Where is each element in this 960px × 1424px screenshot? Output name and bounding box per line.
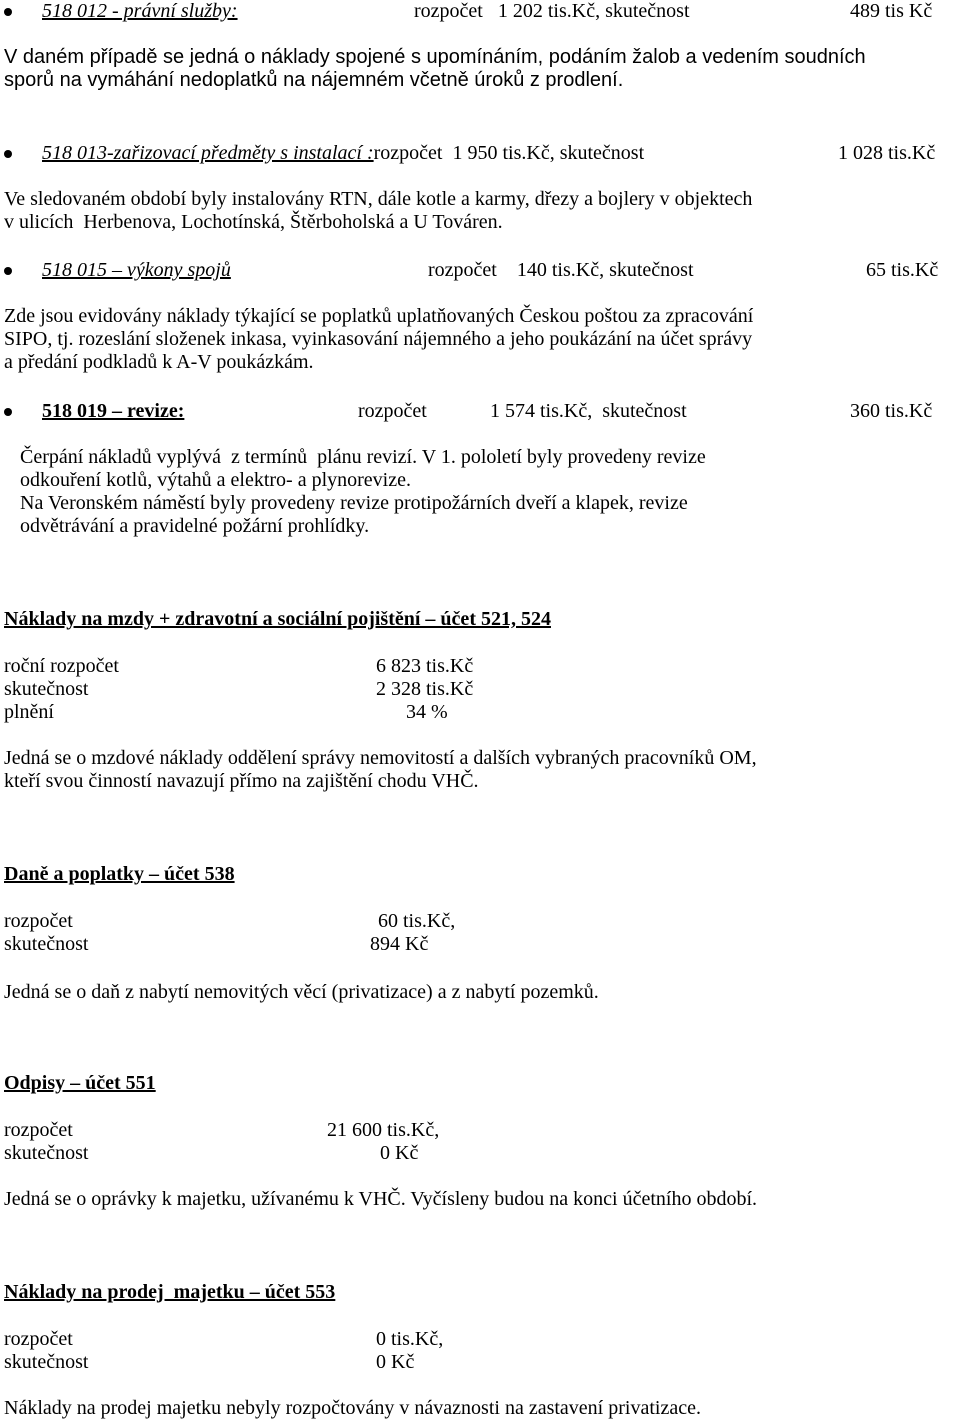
- item-description: [20, 446, 956, 538]
- row-value: 2 328 tis.Kč: [376, 678, 474, 700]
- text-line: Čerpání nákladů vyplývá z termínů plánu revizí. V 1. pololetí byly provedeny revize: [20, 446, 706, 468]
- item-actual: 360 tis.Kč: [850, 400, 933, 422]
- section-title: Daně a poplatky – účet 538: [4, 863, 235, 885]
- bullet-icon: [4, 8, 12, 16]
- item-actual: 489 tis Kč: [850, 0, 933, 22]
- item-budget: rozpočet 1 202 tis.Kč, skutečnost: [414, 0, 690, 22]
- row-label: skutečnost: [4, 678, 89, 700]
- row-value: 60 tis.Kč,: [378, 910, 456, 932]
- item-actual: 65 tis.Kč: [866, 259, 939, 281]
- item-heading-line: [42, 142, 644, 165]
- text-line: v ulicích Herbenova, Lochotínská, Štěrboholská a U Továren.: [4, 211, 503, 233]
- item-heading: 518 015 – výkony spojů: [42, 259, 231, 281]
- row-label: skutečnost: [4, 1351, 89, 1373]
- row-label: rozpočet: [4, 910, 73, 932]
- row-label: rozpočet: [4, 1119, 73, 1141]
- section-title: Náklady na prodej majetku – účet 553: [4, 1281, 336, 1303]
- row-value: 0 tis.Kč,: [376, 1328, 444, 1350]
- text-line: odvětrávání a pravidelné požární prohlídky.: [20, 515, 370, 537]
- item-description: [4, 46, 956, 92]
- bullet-icon: [4, 267, 12, 275]
- row-label: rozpočet: [4, 1328, 73, 1350]
- text-line: a předání podkladů k A-V poukázkám.: [4, 351, 314, 373]
- text-line: odkouření kotlů, výtahů a elektro- a plynorevize.: [20, 469, 411, 491]
- text-line: Ve sledovaném období byly instalovány RTN, dále kotle a karmy, dřezy a bojlery v objektech: [4, 188, 753, 210]
- text-line: Jedná se o oprávky k majetku, užívanému k VHČ. Vyčísleny budou na konci účetního období.: [4, 1188, 758, 1210]
- row-value: 0 Kč: [376, 1351, 415, 1373]
- text-line: Na Veronském náměstí byly provedeny revize protipožárních dveří a klapek, revize: [20, 492, 688, 514]
- bullet-icon: [4, 408, 12, 416]
- section-title: Náklady na mzdy + zdravotní a sociální pojištění – účet 521, 524: [4, 608, 551, 630]
- item-budget: rozpočet 1 950 tis.Kč, skutečnost: [373, 142, 645, 164]
- section-title: Odpisy – účet 551: [4, 1072, 156, 1094]
- text-line: Náklady na prodej majetku nebyly rozpočtovány v návaznosti na zastavení privatizace.: [4, 1397, 701, 1419]
- text-line: Jedná se o mzdové náklady oddělení správy nemovitostí a dalších vybraných pracovníků OM,: [4, 747, 757, 769]
- section-description: [4, 1397, 956, 1420]
- section-description: [4, 747, 956, 793]
- text-line: SIPO, tj. rozeslání složenek inkasa, vyinkasování nájemného a jeho poukázání na účet správy: [4, 328, 753, 350]
- text-line: Zde jsou evidovány náklady týkající se poplatků uplatňovaných Českou poštou za zpracování: [4, 305, 754, 327]
- row-label: skutečnost: [4, 1142, 89, 1164]
- text-line: V daném případě se jedná o náklady spojené s upomínáním, podáním žalob a vedením soudních: [4, 46, 866, 68]
- row-value: 0 Kč: [380, 1142, 419, 1164]
- text-line: kteří svou činností navazují přímo na zajištění chodu VHČ.: [4, 770, 479, 792]
- item-budget: rozpočet: [358, 400, 427, 422]
- item-heading: 518 012 - právní služby:: [42, 0, 238, 22]
- text-line: Jedná se o daň z nabytí nemovitých věcí (privatizace) a z nabytí pozemků.: [4, 981, 599, 1003]
- row-label: plnění: [4, 701, 54, 723]
- row-value: 894 Kč: [370, 933, 429, 955]
- row-value: 34 %: [406, 701, 448, 723]
- row-value: 6 823 tis.Kč: [376, 655, 474, 677]
- item-actual: 1 028 tis.Kč: [838, 142, 936, 164]
- row-label: roční rozpočet: [4, 655, 119, 677]
- text-line: sporů na vymáhání nedoplatků na nájemném včetně úroků z prodlení.: [4, 69, 624, 91]
- row-value: 21 600 tis.Kč,: [327, 1119, 440, 1141]
- item-description: [4, 188, 956, 234]
- bullet-icon: [4, 150, 12, 158]
- item-heading: 518 019 – revize:: [42, 400, 185, 422]
- item-budget-value: 1 574 tis.Kč, skutečnost: [490, 400, 687, 422]
- section-description: [4, 981, 956, 1004]
- item-heading: 518 013-zařizovací předměty s instalací :: [42, 142, 374, 164]
- item-description: [4, 305, 956, 374]
- row-label: skutečnost: [4, 933, 89, 955]
- item-budget: rozpočet 140 tis.Kč, skutečnost: [428, 259, 694, 281]
- section-description: [4, 1188, 956, 1211]
